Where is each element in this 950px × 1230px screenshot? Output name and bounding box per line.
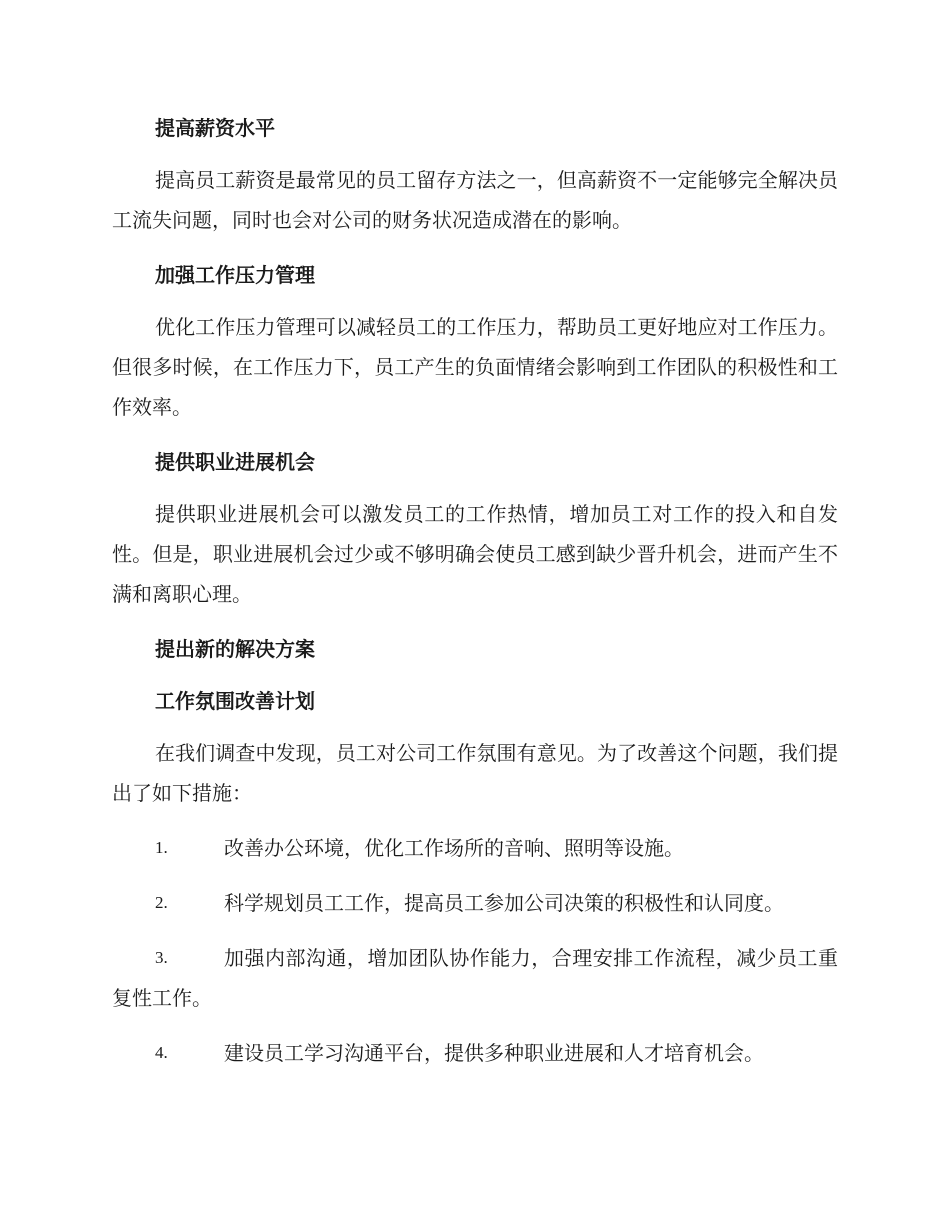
measure-text: 改善办公环境，优化工作场所的音响、照明等设施。	[224, 836, 684, 860]
measure-list-item	[112, 883, 838, 923]
measure-text: 科学规划员工工作，提高员工参加公司决策的积极性和认同度。	[224, 891, 784, 915]
measure-number: 3.	[155, 948, 168, 967]
section-paragraph-stress: 优化工作压力管理可以减轻员工的工作压力，帮助员工更好地应对工作压力。但很多时候，在工作压力下，员工产生的负面情绪会影响到工作团队的积极性和工作效率。	[112, 315, 838, 419]
measure-list-item	[112, 828, 838, 868]
measure-number: 1.	[155, 838, 168, 857]
section-heading-career: 提供职业进展机会	[155, 450, 315, 474]
measure-text: 加强内部沟通，增加团队协作能力，合理安排工作流程，减少员工重复性工作。	[112, 946, 838, 1010]
plan-heading: 工作氛围改善计划	[155, 689, 315, 713]
measure-text: 建设员工学习沟通平台，提供多种职业进展和人才培育机会。	[224, 1041, 764, 1065]
section-paragraph-salary: 提高员工薪资是最常见的员工留存方法之一，但高薪资不一定能够完全解决员工流失问题，同时也会对公司的财务状况造成潜在的影响。	[112, 168, 838, 232]
section-heading-stress: 加强工作压力管理	[155, 263, 315, 287]
document-body	[112, 108, 838, 1088]
section-heading-salary: 提高薪资水平	[155, 116, 275, 140]
section-paragraph-career: 提供职业进展机会可以激发员工的工作热情，增加员工对工作的投入和自发性。但是，职业进展机会过少或不够明确会使员工感到缺少晋升机会，进而产生不满和离职心理。	[112, 502, 838, 606]
plan-intro-paragraph: 在我们调查中发现，员工对公司工作氛围有意见。为了改善这个问题，我们提出了如下措施：	[112, 741, 838, 805]
measure-list-item	[112, 938, 838, 1018]
solutions-heading: 提出新的解决方案	[155, 637, 315, 661]
measure-list-item	[112, 1033, 838, 1073]
measure-number: 2.	[155, 893, 168, 912]
measure-number: 4.	[155, 1043, 168, 1062]
